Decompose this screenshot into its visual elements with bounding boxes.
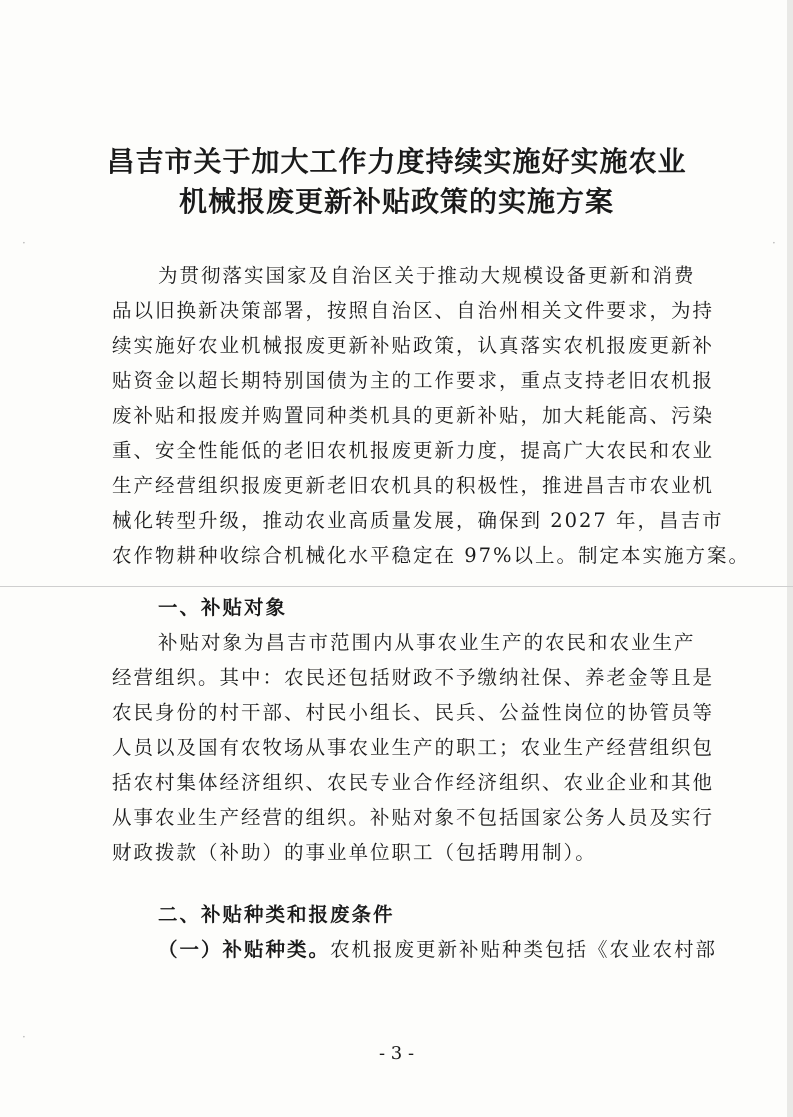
section-subsidy-recipients — [112, 590, 715, 870]
page-fold-line — [0, 586, 793, 587]
section-subsidy-types — [112, 897, 718, 967]
section-heading: 一、补贴对象 — [158, 596, 288, 619]
text-line: 从事农业生产经营的组织。补贴对象不包括国家公务人员及实行 — [112, 806, 715, 829]
subsection-text: 农机报废更新补贴种类包括《农业农村部 — [330, 938, 718, 961]
margin-mark: · — [22, 236, 26, 250]
text-line: 括农村集体经济组织、农民专业合作经济组织、农业企业和其他 — [112, 771, 715, 794]
text-line: 农民身份的村干部、村民小组长、民兵、公益性岗位的协管员等 — [112, 701, 715, 724]
intro-paragraph — [112, 258, 751, 573]
margin-mark: · — [22, 1030, 26, 1044]
document-title-line-1: 昌吉市关于加大工作力度持续实施好实施农业 — [106, 145, 687, 178]
scan-edge — [787, 0, 793, 1117]
text-line: 品以旧换新决策部署，按照自治区、自治州相关文件要求，为持 — [112, 299, 715, 322]
page-number: - 3 - — [378, 1043, 415, 1064]
text-line: 械化转型升级，推动农业高质量发展，确保到 2027 年，昌吉市 — [112, 509, 724, 532]
subsection-label: （一）补贴种类。 — [158, 938, 331, 961]
margin-mark: · — [772, 236, 776, 250]
text-line — [112, 932, 718, 967]
text-line: 重、安全性能低的老旧农机报废更新力度，提高广大农民和农业 — [112, 439, 715, 462]
text-line: 续实施好农业机械报废更新补贴政策，认真落实农机报废更新补 — [112, 334, 715, 357]
text-line: 农作物耕种收综合机械化水平稳定在 97%以上。制定本实施方案。 — [112, 544, 751, 567]
text-line: 财政拨款（补助）的事业单位职工（包括聘用制）。 — [112, 841, 597, 864]
section-heading: 二、补贴种类和报废条件 — [158, 903, 395, 926]
text-line: 废补贴和报废并购置同种类机具的更新补贴，加大耗能高、污染 — [112, 404, 715, 427]
text-line: 贴资金以超长期特别国债为主的工作要求，重点支持老旧农机报 — [112, 369, 715, 392]
text-line: 为贯彻落实国家及自治区关于推动大规模设备更新和消费 — [158, 264, 696, 287]
text-line: 补贴对象为昌吉市范围内从事农业生产的农民和农业生产 — [158, 631, 696, 654]
document-title-line-2: 机械报废更新补贴政策的实施方案 — [178, 185, 614, 218]
text-line: 生产经营组织报废更新老旧农机具的积极性，推进昌吉市农业机 — [112, 474, 715, 497]
text-line: 经营组织。其中：农民还包括财政不予缴纳社保、养老金等且是 — [112, 666, 715, 689]
text-line: 人员以及国有农牧场从事农业生产的职工；农业生产经营组织包 — [112, 736, 715, 759]
